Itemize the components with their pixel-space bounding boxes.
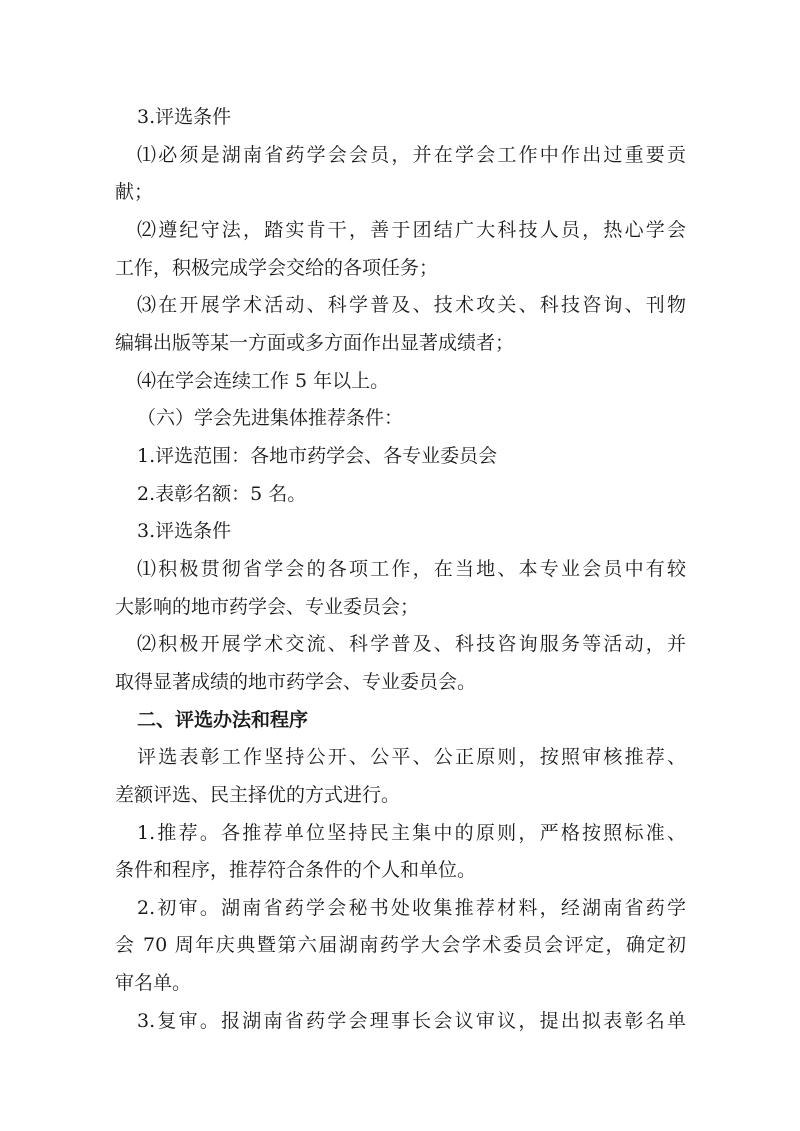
paragraph-line: ⑶在开展学术活动、科学普及、技术攻关、科技咨询、刊物 [137, 294, 686, 316]
paragraph-line: 取得显著成绩的地市药学会、专业委员会。 [115, 671, 477, 693]
paragraph-line: 大影响的地市药学会、专业委员会； [115, 596, 420, 618]
paragraph-line: 1.推荐。各推荐单位坚持民主集中的原则，严格按照标准、 [137, 822, 686, 844]
paragraph-line: ⑴积极贯彻省学会的各项工作，在当地、本专业会员中有较 [137, 558, 686, 580]
paragraph-line: ⑴必须是湖南省药学会会员，并在学会工作中作出过重要贡 [137, 144, 686, 166]
criteria-heading: 3.评选条件 [137, 106, 232, 128]
paragraph-line: 献； [115, 181, 154, 203]
paragraph-line: 工作，积极完成学会交给的各项任务； [115, 257, 439, 279]
paragraph-line: 1.评选范围：各地市药学会、各专业委员会 [137, 445, 498, 467]
paragraph-line: ⑵遵纪守法，踏实肯干，善于团结广大科技人员，热心学会 [137, 219, 686, 241]
paragraph-line: 3.复审。报湖南省药学会理事长会议审议，提出拟表彰名单 [137, 1010, 686, 1032]
section-heading: 二、评选办法和程序 [137, 709, 309, 731]
paragraph-line: 差额评选、民主择优的方式进行。 [115, 784, 401, 806]
paragraph-line: 编辑出版等某一方面或多方面作出显著成绩者； [115, 332, 515, 354]
paragraph-line: 审名单。 [115, 972, 192, 994]
section-subheading: （六）学会先进集体推荐条件： [137, 407, 404, 429]
paragraph-line: 会 70 周年庆典暨第六届湖南药学大会学术委员会评定，确定初 [115, 934, 686, 956]
paragraph-line: 2.初审。湖南省药学会秘书处收集推荐材料，经湖南省药学 [137, 897, 686, 919]
criteria-heading: 3.评选条件 [137, 520, 232, 542]
paragraph-line: 评选表彰工作坚持公开、公平、公正原则，按照审核推荐、 [137, 746, 686, 768]
paragraph-line: ⑵积极开展学术交流、科学普及、科技咨询服务等活动，并 [137, 633, 686, 655]
paragraph-line: ⑷在学会连续工作 5 年以上。 [137, 370, 390, 392]
paragraph-line: 条件和程序，推荐符合条件的个人和单位。 [115, 859, 477, 881]
paragraph-line: 2.表彰名额：5 名。 [137, 483, 307, 505]
